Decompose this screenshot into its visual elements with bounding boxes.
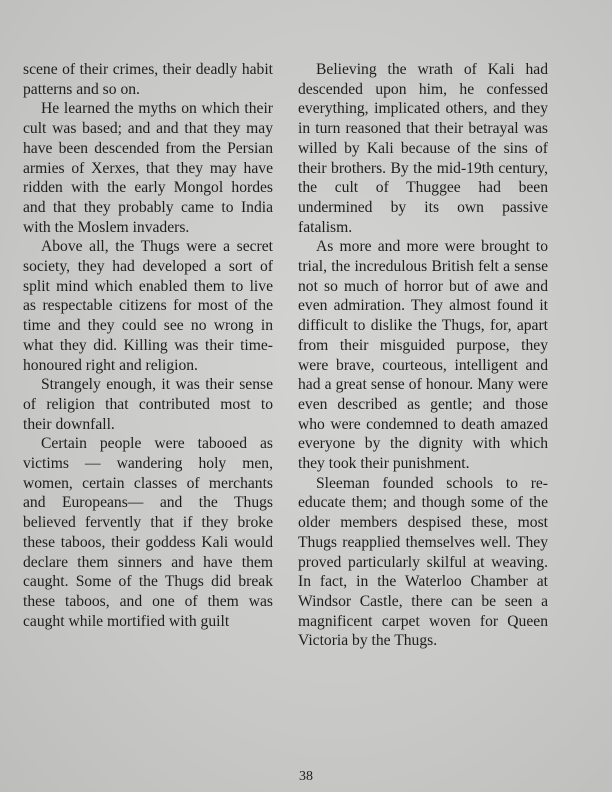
paragraph: As more and more were brought to trial, the incredulous British felt a sense not so much of horror but of awe and even admiration. They almost found it difficult to dislike the Thugs, for, apart from their misguided purpose, they were brave, courteous, intelligent and had a great sense of honour. Many were even described as gentle; and those who were condemned to death amazed everyone by the dignity with which they took their punishment. bbox=[298, 238, 548, 473]
right-column bbox=[298, 60, 548, 651]
paragraph: He learned the myths on which their cult was based; and and that they may have been descended from the Persian armies of Xerxes, that they may have ridden with the early Mongol hordes and that they probably came to India with the Moslem invaders. bbox=[23, 100, 273, 236]
paragraph: scene of their crimes, their deadly habit patterns and so on. bbox=[23, 61, 273, 98]
paragraph: Sleeman founded schools to re-educate them; and though some of the older members despised these, most Thugs reapplied themselves well. They proved particularly skilful at weaving. In fact, in the Waterloo Chamber at Windsor Castle, there can be seen a magnificent carpet woven for Queen Victoria by the Thugs. bbox=[298, 474, 548, 650]
left-column bbox=[23, 60, 273, 631]
paragraph: Above all, the Thugs were a secret society, they had developed a sort of split mind which enabled them to live as respectable citizens for most of the time and they could see no wrong in what they did. Killing was their time-honoured right and religion. bbox=[23, 238, 273, 374]
page-number: 38 bbox=[299, 769, 313, 784]
paragraph: Strangely enough, it was their sense of religion that contributed most to their downfall. bbox=[23, 376, 273, 433]
paragraph: Certain people were tabooed as victims — wandering holy men, women, certain classes of merchants and Europeans— and the Thugs believed fervently that if they broke these taboos, their goddess Kali would declare them sinners and have them caught. Some of the Thugs did break these taboos, and one of them was caught while mortified with guilt bbox=[23, 435, 273, 630]
paragraph: Believing the wrath of Kali had descended upon him, he confessed everything, implicated others, and they in turn reasoned that their betrayal was willed by Kali because of the sins of their brothers. By the mid-19th century, the cult of Thuggee had been undermined by its own passive fatalism. bbox=[298, 61, 548, 236]
